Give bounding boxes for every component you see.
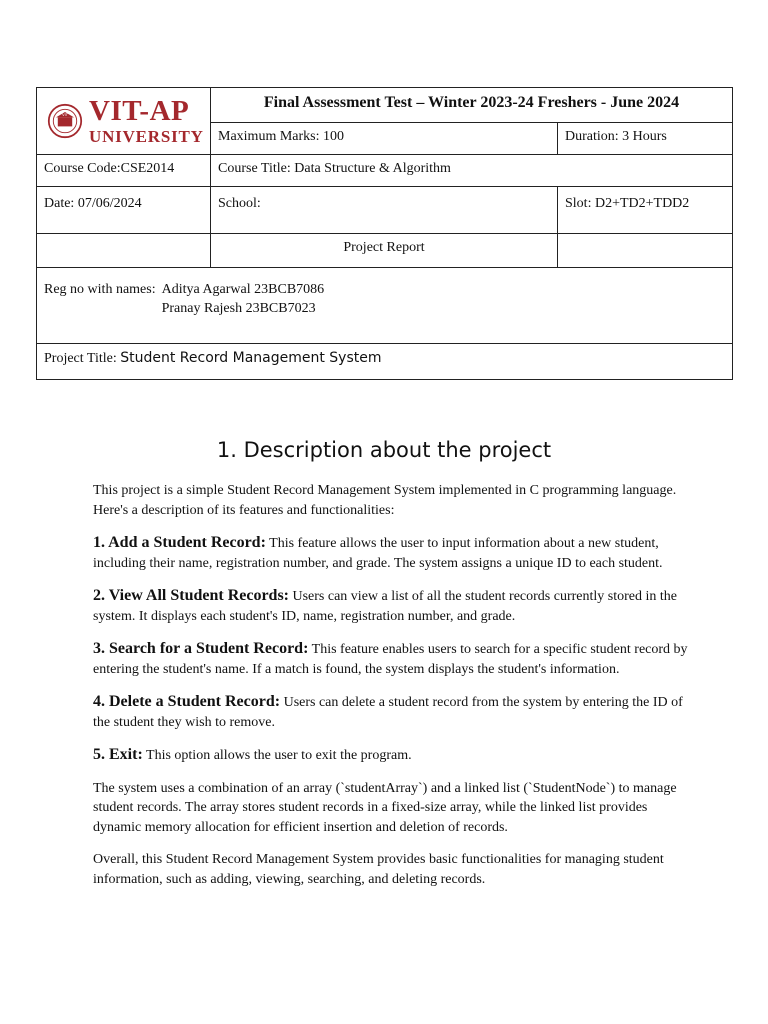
duration: Duration: 3 Hours xyxy=(558,123,733,155)
exam-title: Final Assessment Test – Winter 2023-24 Freshers - June 2024 xyxy=(211,88,733,123)
student-name: Pranay Rajesh 23BCB7023 xyxy=(161,301,316,316)
feature-title: 3. Search for a Student Record: xyxy=(93,640,309,657)
feature-title: 1. Add a Student Record: xyxy=(93,534,266,551)
exam-date: Date: 07/06/2024 xyxy=(37,187,211,234)
intro-paragraph: This project is a simple Student Record Management System implemented in C programming language. Here's a description of its features and functionalities: xyxy=(93,483,677,518)
feature-item xyxy=(93,586,693,626)
conclusion-paragraph: Overall, this Student Record Management System provides basic functionalities for managing student information, such as adding, viewing, searching, and deleting records. xyxy=(93,852,664,887)
feature-text: Users can delete a student record from the system by entering the ID of the student they wish to remove. xyxy=(93,695,683,730)
logo-subtitle: UNIVERSITY xyxy=(89,127,204,146)
logo-cell xyxy=(37,88,211,155)
storage-paragraph: The system uses a combination of an array (`studentArray`) and a linked list (`StudentNode`) to manage student records. The array stores student records in a fixed-size array, while the linked list provides dynamic memory allocation for efficient insertion and deletion of records. xyxy=(93,780,677,835)
slot: Slot: D2+TD2+TDD2 xyxy=(558,187,733,234)
header-table xyxy=(36,87,733,380)
feature-item xyxy=(93,745,693,766)
university-logo xyxy=(37,88,210,154)
logo-wordmark: VIT-AP xyxy=(89,95,190,127)
course-code: Course Code:CSE2014 xyxy=(37,155,211,187)
school: School: xyxy=(211,187,558,234)
feature-text: This option allows the user to exit the program. xyxy=(146,748,412,763)
empty-cell-right xyxy=(558,234,733,268)
course-title: Course Title: Data Structure & Algorithm xyxy=(211,155,733,187)
feature-title: 2. View All Student Records: xyxy=(93,587,289,604)
report-type: Project Report xyxy=(211,234,558,268)
student-list xyxy=(162,280,325,318)
student-name: Aditya Agarwal 23BCB7086 xyxy=(161,282,325,297)
feature-item xyxy=(93,639,693,679)
feature-item xyxy=(93,533,693,573)
svg-text:VIT: VIT xyxy=(62,113,68,118)
project-title-cell xyxy=(37,344,733,380)
student-names-cell xyxy=(37,268,733,344)
feature-text: This feature allows the user to input information about a new student, including their name, registration number, and grade. The system assigns a unique ID to each student. xyxy=(93,536,663,571)
reg-label: Reg no with names: xyxy=(44,282,156,297)
project-title-label: Project Title: xyxy=(44,351,117,366)
max-marks: Maximum Marks: 100 xyxy=(211,123,558,155)
feature-title: 4. Delete a Student Record: xyxy=(93,693,281,710)
empty-cell-left xyxy=(37,234,211,268)
feature-text: This feature enables users to search for a specific student record by entering the student's name. If a match is found, the system displays the student's information. xyxy=(93,642,688,677)
section-heading: 1. Description about the project xyxy=(216,438,552,462)
feature-text: Users can view a list of all the student records currently stored in the system. It displays each student's ID, name, registration number, and grade. xyxy=(93,589,677,624)
project-title: Student Record Management System xyxy=(120,350,382,366)
feature-item xyxy=(93,692,693,732)
description-body xyxy=(93,481,693,902)
feature-title: 5. Exit: xyxy=(93,746,143,763)
university-seal-icon xyxy=(47,103,83,139)
